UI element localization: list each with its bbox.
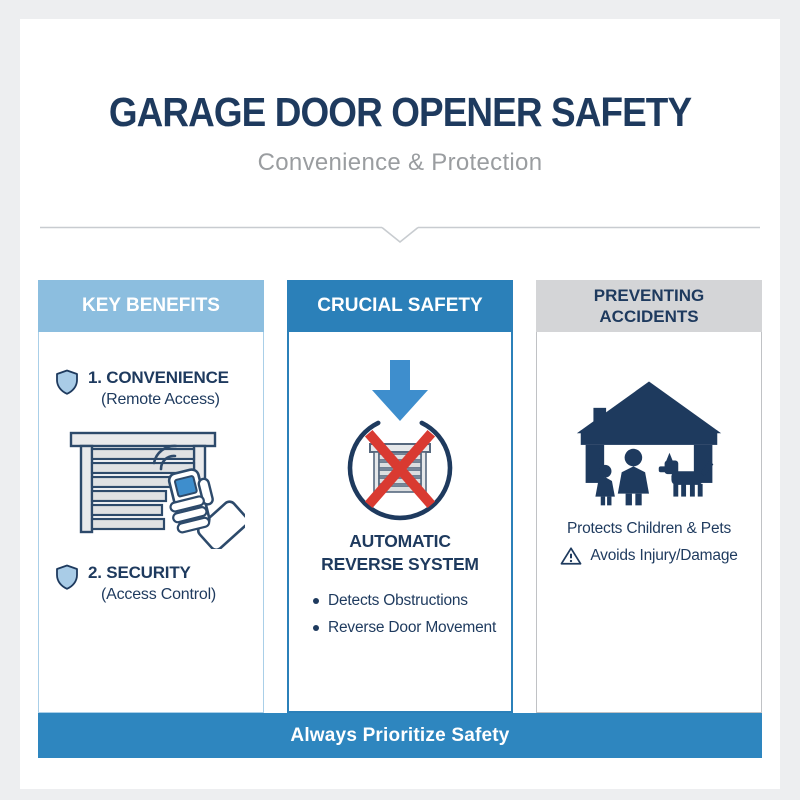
garage-door-remote-icon xyxy=(57,425,245,549)
benefit-security-label: 2. SECURITY xyxy=(88,563,191,582)
family-house-pets-icon xyxy=(571,376,727,506)
ars-title-line2: REVERSE SYSTEM xyxy=(321,554,479,574)
bullet-text: Detects Obstructions xyxy=(328,592,468,609)
benefit-convenience-label: 1. CONVENIENCE xyxy=(88,368,229,387)
bullet-item xyxy=(313,619,496,637)
column-preventing-accidents xyxy=(536,280,762,713)
key-benefits-body xyxy=(38,332,264,713)
column-key-benefits xyxy=(38,280,264,713)
crucial-safety-header: CRUCIAL SAFETY xyxy=(287,280,513,332)
columns-row xyxy=(38,280,762,713)
footer-banner: Always Prioritize Safety xyxy=(38,713,762,758)
preventing-accidents-header-line2: ACCIDENTS xyxy=(599,307,699,326)
shield-icon xyxy=(55,369,79,395)
benefit-convenience-text xyxy=(88,368,229,409)
benefit-security xyxy=(39,563,263,604)
ars-title-line1: AUTOMATIC xyxy=(349,531,451,551)
page-subtitle: Convenience & Protection xyxy=(257,149,543,176)
protects-children-pets-text: Protects Children & Pets xyxy=(566,520,732,537)
safety-bullet-list xyxy=(289,592,496,646)
page-title: GARAGE DOOR OPENER SAFETY xyxy=(108,89,692,135)
benefit-security-sublabel: (Access Control) xyxy=(101,586,217,603)
preventing-accidents-body xyxy=(536,332,762,713)
benefit-convenience-sublabel: (Remote Access) xyxy=(101,391,220,408)
key-benefits-header: KEY BENEFITS xyxy=(38,280,264,332)
benefit-security-text xyxy=(88,563,216,604)
preventing-accidents-header xyxy=(536,280,762,332)
bullet-item xyxy=(313,592,496,610)
crucial-safety-body xyxy=(287,332,513,713)
column-crucial-safety xyxy=(287,280,513,713)
infographic-card xyxy=(20,19,780,789)
benefit-convenience xyxy=(39,368,263,409)
preventing-accidents-header-line1: PREVENTING xyxy=(593,286,705,305)
avoids-injury-row xyxy=(560,546,737,566)
bullet-text: Reverse Door Movement xyxy=(328,619,497,636)
bullet-dot-icon xyxy=(313,625,319,631)
warning-triangle-icon xyxy=(560,546,582,566)
divider-with-chevron-down-icon xyxy=(38,226,762,246)
automatic-reverse-system-title xyxy=(321,530,479,576)
avoids-injury-text: Avoids Injury/Damage xyxy=(590,547,738,564)
crossed-garage-door-icon xyxy=(341,410,459,524)
bullet-dot-icon xyxy=(313,598,319,604)
shield-icon xyxy=(55,564,79,590)
